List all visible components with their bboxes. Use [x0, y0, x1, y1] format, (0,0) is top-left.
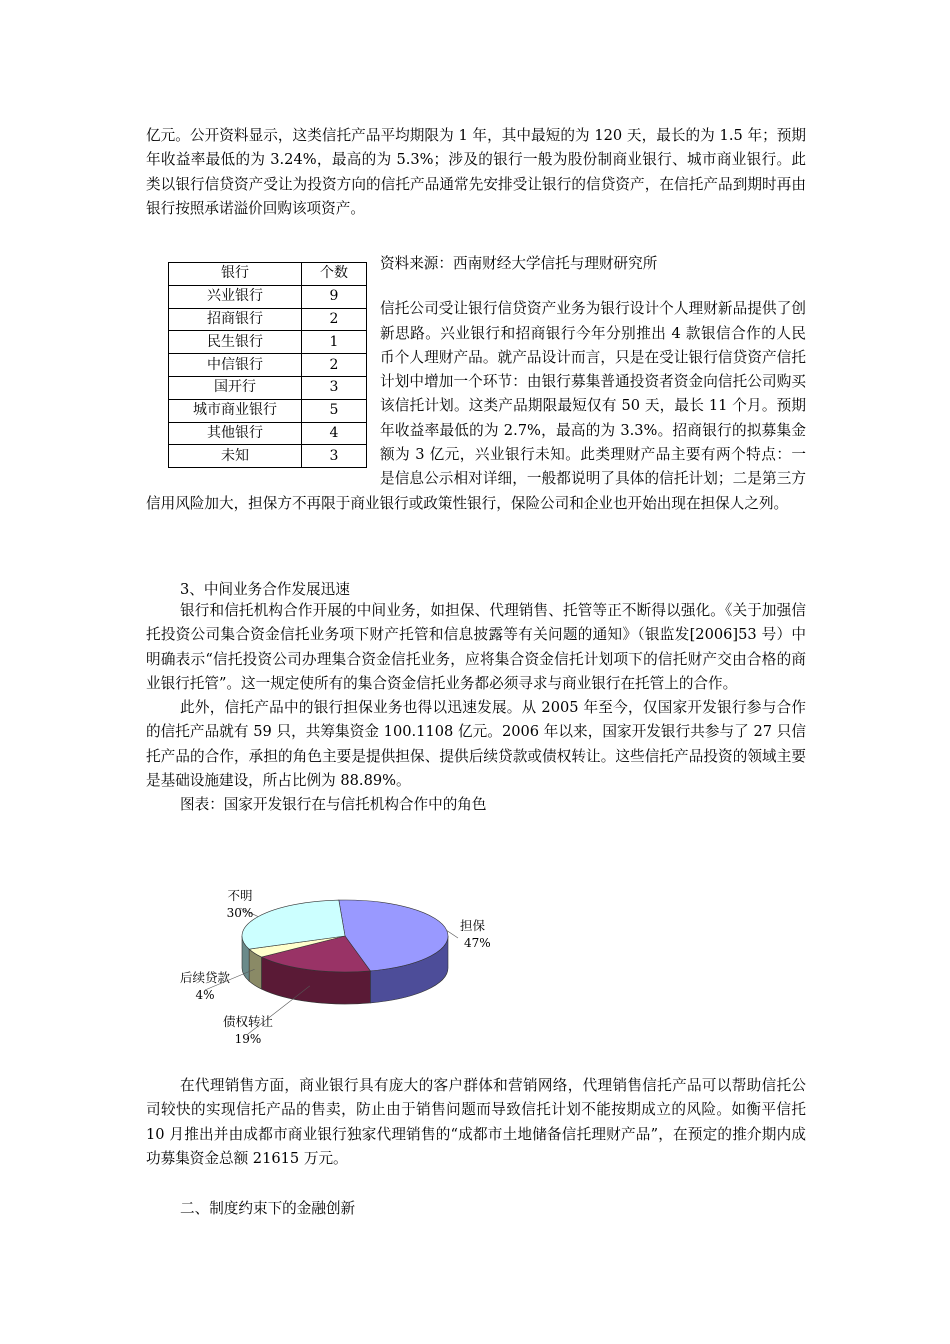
table-cell: 4: [302, 422, 367, 445]
table-cell: 9: [302, 285, 367, 308]
pie-label-2: 后续贷款: [179, 970, 231, 985]
table-cell: 兴业银行: [169, 285, 302, 308]
pie-value-label-1: 19%: [234, 1032, 262, 1046]
table-cell: 5: [302, 399, 367, 422]
table-cell: 招商银行: [169, 308, 302, 331]
table-header: 个数: [302, 263, 367, 286]
table-cell: 中信银行: [169, 354, 302, 377]
role-pie-chart: [170, 878, 510, 1058]
table-cell: 国开行: [169, 376, 302, 399]
table-cell: 2: [302, 354, 367, 377]
pie-label-0: 担保: [460, 918, 486, 933]
table-float-space: [146, 252, 380, 484]
pie-value-label-3: 30%: [226, 906, 254, 920]
table-cell: 2: [302, 308, 367, 331]
intro-paragraph: [146, 124, 806, 221]
source-note: 资料来源：西南财经大学信托与理财研究所: [380, 255, 658, 272]
table-wrap-section: [146, 252, 806, 516]
section3-heading: 3、中间业务合作发展迅速: [180, 581, 350, 598]
table-cell: 1: [302, 331, 367, 354]
pie-value-label-2: 4%: [195, 988, 215, 1002]
table-cell: 3: [302, 445, 367, 468]
section3-paragraph-1: 银行和信托机构合作开展的中间业务，如担保、代理销售、托管等正不断得以强化。《关于加强信托投资公司集合资金信托业务项下财产托管和信息披露等有关问题的通知》（银监发[2006]53 号）中明确表示“信托投资公司办理集合资金信托业务，应将集合资金信托计划项下的信托财产交由合格的商业银行托管”。这一规定使所有的集合资金信托业务都必须寻求与商业银行在托管上的合作。: [146, 602, 806, 692]
intro-text: 亿元。公开资料显示，这类信托产品平均期限为 1 年，其中最短的为 120 天，最长的为 1.5 年；预期年收益率最低的为 3.24%，最高的为 5.3%；涉及的银行一般为股份制商业银行、城市商业银行。此类以银行信贷资产受让为投资方向的信托产品通常先安排受让银行的信贷资产，在信托产品到期时再由银行按照承诺溢价回购该项资产。: [146, 127, 806, 217]
table-cell: 3: [302, 376, 367, 399]
pie-value-label-0: 47%: [464, 936, 491, 950]
section2-heading: 二、制度约束下的金融创新: [180, 1200, 356, 1217]
section3-body: [146, 599, 806, 818]
table-cell: 城市商业银行: [169, 399, 302, 422]
table-cell: 未知: [169, 445, 302, 468]
agency-section: [146, 1074, 806, 1171]
table-header: 银行: [169, 263, 302, 286]
wrap-paragraph: 信托公司受让银行信贷资产业务为银行设计个人理财新品提供了创新思路。兴业银行和招商银行今年分别推出 4 款银信合作的人民币个人理财产品。就产品设计而言，只是在受让银行信贷资产信托计划中增加一个环节：由银行募集普通投资者资金向信托公司购买该信托计划。这类产品期限最短仅有 50 天，最长 11 个月。预期年收益率最低的为 2.7%，最高的为 3.3%。招商银行的拟募集金额为 3 亿元，兴业银行未知。此类理财产品主要有两个特点：一是信息公示相对详细，一般都说明了具体的信托计划；二是第三方信用风险加大，担保方不再限于商业银行或政策性银行，保险公司和企业也开始出现在担保人之列。: [146, 300, 806, 512]
figure-caption: 图表：国家开发银行在与信托机构合作中的角色: [180, 796, 487, 814]
pie-label-1: 债权转让: [222, 1014, 274, 1029]
table-cell: 民生银行: [169, 331, 302, 354]
leader-line-0: [447, 930, 458, 938]
table-cell: 其他银行: [169, 422, 302, 445]
pie-label-3: 不明: [227, 888, 253, 903]
agency-paragraph: 在代理销售方面，商业银行具有庞大的客户群体和营销网络，代理销售信托产品可以帮助信托公司较快的实现信托产品的售卖，防止由于销售问题而导致信托计划不能按期成立的风险。如衡平信托 10 月推出并由成都市商业银行独家代理销售的“成都市土地储备信托理财产品”，在预定的推介期内成功募集资金总额 21615 万元。: [146, 1077, 806, 1167]
section3-paragraph-2: 此外，信托产品中的银行担保业务也得以迅速发展。从 2005 年至今，仅国家开发银行参与合作的信托产品就有 59 只，共筹集资金 100.1108 亿元。2006 年以来，国家开发银行共参与了 27 只信托产品的合作，承担的角色主要是提供担保、提供后续贷款或债权转让。这些信托产品投资的领域主要是基础设施建设，所占比例为 88.89%。: [146, 699, 806, 790]
